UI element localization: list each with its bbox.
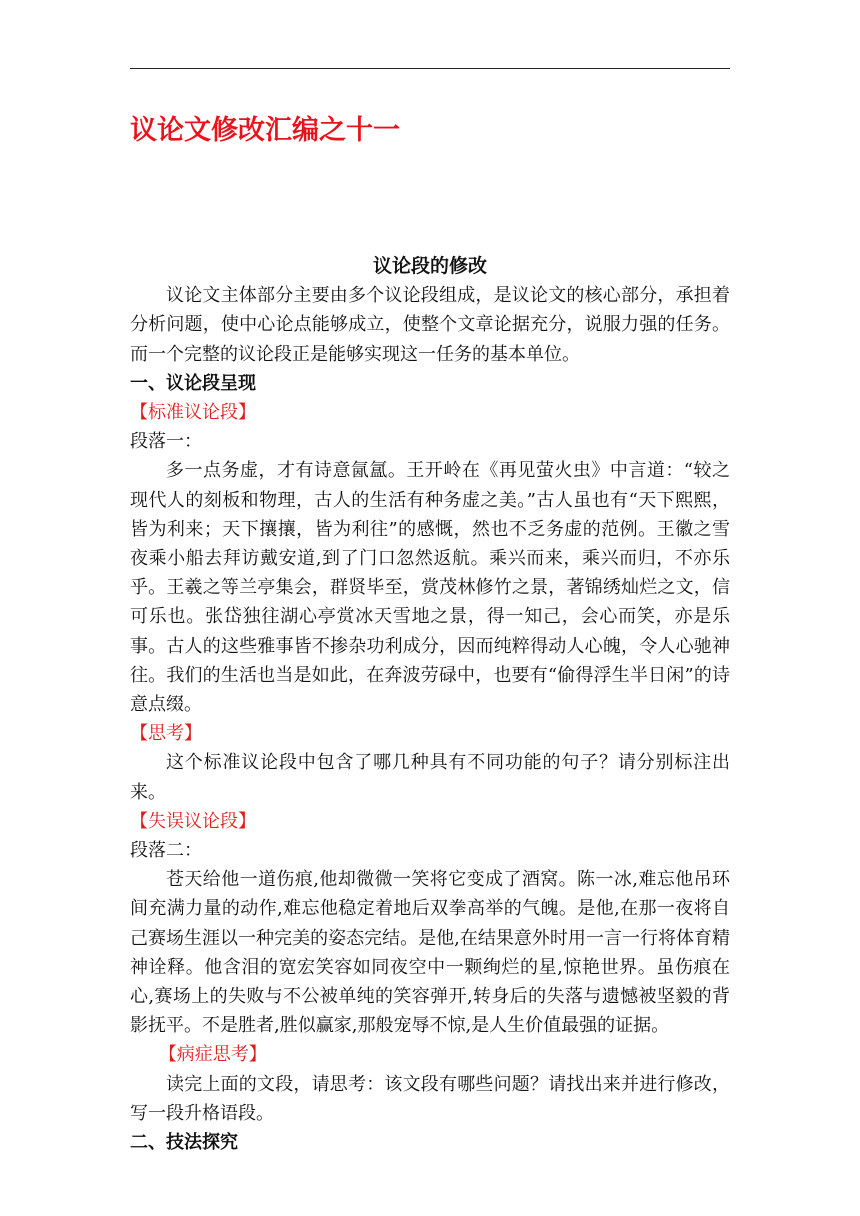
part1-heading: 一、议论段呈现 xyxy=(130,372,256,394)
part2-heading: 二、技法探究 xyxy=(130,1132,238,1154)
flawed-paragraph-label: 【失误议论段】 xyxy=(130,810,256,832)
paragraph-two-label: 段落二： xyxy=(130,840,202,862)
intro-paragraph: 议论文主体部分主要由多个议论段组成，是议论文的核心部分，承担着分析问题，使中心论点能够成立，使整个文章论据充分，说服力强的任务。而一个完整的议论段正是能够实现这一任务的基本单位。 xyxy=(130,285,730,365)
diagnosis-label: 【病症思考】 xyxy=(158,1044,267,1066)
header-rule xyxy=(130,68,730,69)
section-title: 议论段的修改 xyxy=(372,255,487,277)
document-title: 议论文修改汇编之十一 xyxy=(130,115,400,146)
standard-paragraph-label: 【标准议论段】 xyxy=(130,402,256,424)
paragraph-one-text: 多一点务虚，才有诗意氤氲。王开岭在《再见萤火虫》中言道：“较之现代人的刻板和物理，古人的生活有种务虚之美。”古人虽也有“天下熙熙，皆为利来；天下攘攘，皆为利往”的感慨，然也不乏务虚的范例。王徽之雪夜乘小船去拜访戴安道,到了门口忽然返航。乘兴而来，乘兴而归，不亦乐乎。王羲之等兰亭集会，群贤毕至，赏茂林修竹之景，著锦绣灿烂之文，信可乐也。张岱独往湖心亭赏冰天雪地之景，得一知己，会心而笑，亦是乐事。古人的这些雅事皆不掺杂功利成分，因而纯粹得动人心魄，令人心驰神往。我们的生活也当是如此，在奔波劳碌中，也要有“偷得浮生半日闲”的诗意点缀。 xyxy=(130,460,730,716)
paragraph-one-label: 段落一： xyxy=(130,431,202,453)
think-question: 这个标准议论段中包含了哪几种具有不同功能的句子？请分别标注出来。 xyxy=(130,752,730,803)
document-body xyxy=(130,252,730,1157)
document-page xyxy=(130,0,730,1216)
paragraph-two-text: 苍天给他一道伤痕,他却微微一笑将它变成了酒窝。陈一冰,难忘他吊环间充满力量的动作,难忘他稳定着地后双拳高举的气魄。是他,在那一夜将自己赛场生涯以一种完美的姿态完结。是他,在结果意外时用一言一行将体育精神诠释。他含泪的宽宏笑容如同夜空中一颗绚烂的星,惊艳世界。虽伤痕在心,赛场上的失败与不公被单纯的笑容弹开,转身后的失落与遗憾被坚毅的背影抚平。不是胜者,胜似赢家,那般宠辱不惊,是人生价值最强的证据。 xyxy=(130,869,730,1037)
think-label: 【思考】 xyxy=(130,723,202,745)
diagnosis-question: 读完上面的文段，请思考：该文段有哪些问题？请找出来并进行修改，写一段升格语段。 xyxy=(130,1073,730,1124)
